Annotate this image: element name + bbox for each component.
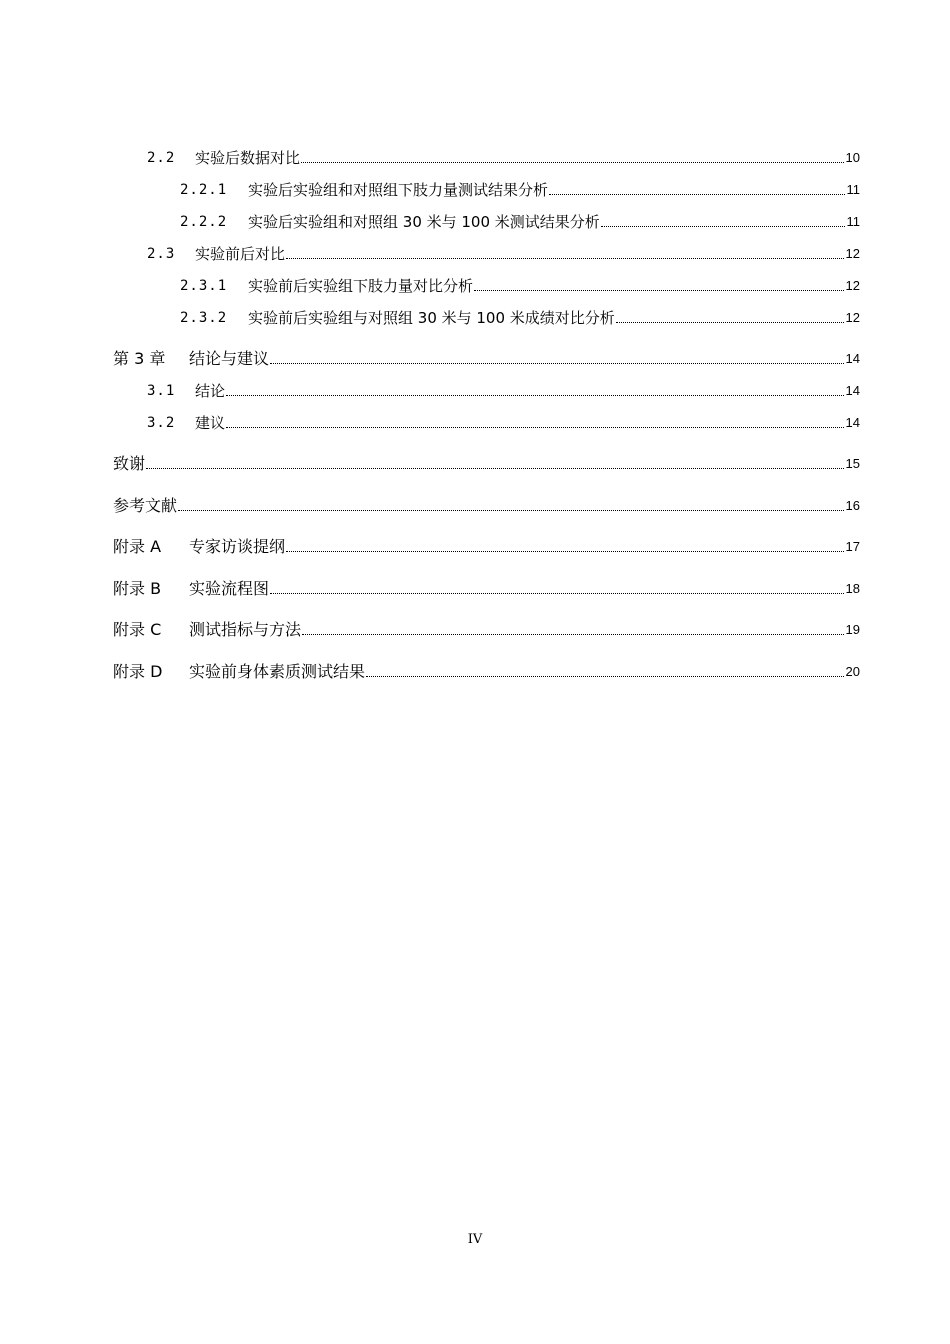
toc-entry-page: 10: [845, 150, 860, 165]
toc-entry-page: 18: [845, 581, 860, 596]
toc-entry-page: 12: [845, 278, 860, 293]
toc-entry-number: 附录 B: [113, 579, 162, 598]
toc-entry-2-2-2[interactable]: [180, 210, 860, 232]
toc-entry-title: 实验后实验组和对照组 30 米与 100 米测试结果分析: [248, 213, 600, 231]
toc-entry-title: 实验前后实验组下肢力量对比分析: [248, 277, 474, 295]
toc-entry-2-3-2[interactable]: [180, 306, 860, 328]
toc-entry-title: 实验前后对比: [195, 245, 286, 263]
toc-entry-title: 实验前后实验组与对照组 30 米与 100 米成绩对比分析: [248, 309, 615, 327]
toc-entry-number: 附录 D: [113, 662, 163, 681]
dot-leader: [366, 675, 844, 677]
toc-entry-title: 致谢: [113, 454, 146, 473]
toc-entry-title: 实验后实验组和对照组下肢力量测试结果分析: [248, 181, 549, 199]
toc-entry-2-2-1[interactable]: [180, 178, 860, 200]
toc-entry-3-1[interactable]: [147, 379, 860, 401]
toc-entry-title: 建议: [195, 414, 226, 432]
toc-entry-title: 实验前身体素质测试结果: [189, 662, 366, 681]
toc-entry-acknowledgements[interactable]: [113, 452, 860, 474]
toc-entry-number: 3.1: [147, 383, 176, 399]
toc-entry-number: 附录 A: [113, 537, 162, 556]
toc-entry-page: 12: [845, 246, 860, 261]
dot-leader: [286, 550, 844, 552]
dot-leader: [302, 633, 844, 635]
toc-entry-page: 19: [845, 622, 860, 637]
dot-leader: [226, 426, 844, 428]
toc-entry-page: 14: [845, 351, 860, 366]
toc-entry-number: 3.2: [147, 415, 176, 431]
toc-entry-page: 16: [845, 498, 860, 513]
dot-leader: [616, 321, 844, 323]
toc-entry-title: 专家访谈提纲: [189, 537, 286, 556]
dot-leader: [286, 257, 844, 259]
dot-leader: [226, 394, 844, 396]
toc-entry-appendix-c[interactable]: [113, 618, 860, 640]
dot-leader: [474, 289, 844, 291]
toc-entry-page: 14: [845, 383, 860, 398]
toc-entry-appendix-d[interactable]: [113, 660, 860, 682]
toc-entry-title: 参考文献: [113, 496, 178, 515]
toc-entry-number: 2.2.1: [180, 182, 228, 198]
page-number: IV: [467, 1232, 483, 1247]
toc-entry-page: 20: [845, 664, 860, 679]
toc-entry-title: 实验后数据对比: [195, 149, 301, 167]
toc-entry-title: 结论: [195, 382, 226, 400]
toc-entry-appendix-a[interactable]: [113, 535, 860, 557]
toc-entry-number: 2.3.2: [180, 310, 228, 326]
toc-entry-page: 17: [845, 539, 860, 554]
toc-entry-title: 测试指标与方法: [189, 620, 302, 639]
toc-entry-title: 结论与建议: [189, 349, 270, 368]
dot-leader: [601, 225, 845, 227]
toc-entry-2-3[interactable]: [147, 242, 860, 264]
toc-entry-number: 附录 C: [113, 620, 162, 639]
toc-entry-number: 2.3: [147, 246, 176, 262]
dot-leader: [178, 509, 844, 511]
toc-entry-number: 2.3.1: [180, 278, 228, 294]
toc-entry-number: 2.2.2: [180, 214, 228, 230]
toc-entry-title: 实验流程图: [189, 579, 270, 598]
dot-leader: [270, 362, 844, 364]
toc-entry-number: 2.2: [147, 150, 176, 166]
toc-entry-references[interactable]: [113, 494, 860, 516]
toc-entry-chapter-3[interactable]: [113, 347, 860, 369]
toc-entry-page: 15: [845, 456, 860, 471]
dot-leader: [270, 592, 844, 594]
dot-leader: [146, 467, 844, 469]
toc-entry-2-2[interactable]: [147, 146, 860, 168]
toc-entry-page: 12: [845, 310, 860, 325]
toc-entry-2-3-1[interactable]: [180, 274, 860, 296]
dot-leader: [301, 161, 844, 163]
toc-entry-3-2[interactable]: [147, 411, 860, 433]
toc-entry-page: 11: [846, 214, 860, 229]
toc-entry-number: 第 3 章: [113, 349, 166, 368]
toc-entry-appendix-b[interactable]: [113, 577, 860, 599]
dot-leader: [549, 193, 844, 195]
toc-entry-page: 14: [845, 415, 860, 430]
toc-entry-page: 11: [846, 182, 860, 197]
